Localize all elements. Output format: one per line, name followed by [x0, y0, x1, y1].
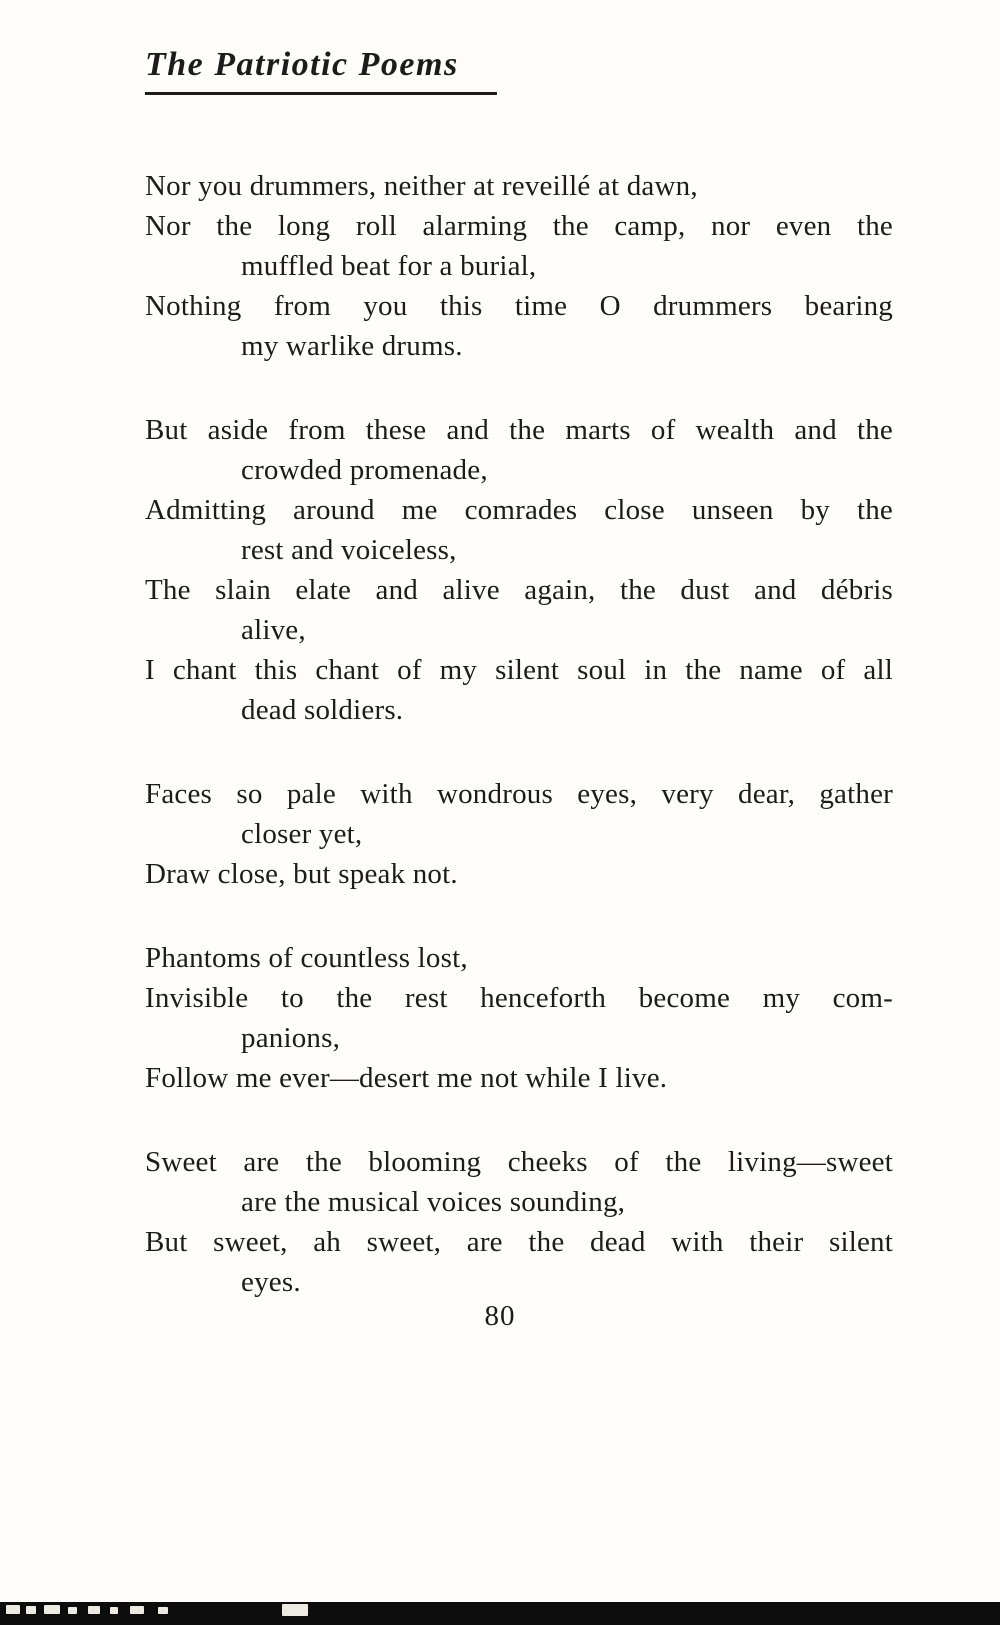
poem-line: panions,	[241, 1022, 341, 1054]
poem-line: I chant this chant of my silent soul in the name of all	[145, 654, 893, 686]
poem-line: The slain elate and alive again, the dust and débris	[145, 574, 893, 606]
poem-line: rest and voiceless,	[241, 534, 457, 566]
poem-line: Nor the long roll alarming the camp, nor even the	[145, 210, 893, 242]
poem-stanza	[145, 774, 893, 894]
page-number: 80	[484, 1300, 516, 1332]
scan-artifact-mark	[110, 1607, 118, 1614]
poem-line: Invisible to the rest henceforth become my com-	[145, 982, 893, 1014]
poem-stanza	[145, 938, 893, 1098]
poem-line: dead soldiers.	[241, 694, 404, 726]
scan-artifact-mark	[6, 1605, 20, 1614]
scan-artifact-strip	[0, 1602, 1000, 1625]
poem-line: Follow me ever—desert me not while I live.	[145, 1062, 668, 1094]
poem-line: eyes.	[241, 1266, 301, 1298]
poem-line: Phantoms of countless lost,	[145, 942, 468, 974]
poem-line: my warlike drums.	[241, 330, 463, 362]
poem	[145, 166, 893, 1346]
poem-line: Nothing from you this time O drummers bearing	[145, 290, 893, 322]
poem-line: Nor you drummers, neither at reveillé at dawn,	[145, 170, 698, 202]
poem-stanza	[145, 410, 893, 730]
poem-line: are the musical voices sounding,	[241, 1186, 626, 1218]
poem-line: muffled beat for a burial,	[241, 250, 537, 282]
poem-line: Faces so pale with wondrous eyes, very dear, gather	[145, 778, 893, 810]
running-header	[145, 46, 497, 95]
poem-line: But sweet, ah sweet, are the dead with their silent	[145, 1226, 893, 1258]
header-rule	[145, 92, 497, 95]
poem-line: Admitting around me comrades close unseen by the	[145, 494, 893, 526]
poem-line: Sweet are the blooming cheeks of the living—sweet	[145, 1146, 893, 1178]
scan-artifact-mark	[88, 1606, 100, 1614]
page-title: The Patriotic Poems	[145, 46, 459, 83]
poem-stanza	[145, 1142, 893, 1302]
scan-artifact-mark	[130, 1606, 144, 1614]
scan-artifact-mark	[44, 1605, 60, 1614]
poem-line: alive,	[241, 614, 306, 646]
poem-line: closer yet,	[241, 818, 363, 850]
scan-artifact-mark	[158, 1607, 168, 1614]
poem-line: But aside from these and the marts of wealth and the	[145, 414, 893, 446]
scan-artifact-mark	[282, 1604, 308, 1616]
scan-artifact-mark	[26, 1606, 36, 1614]
poem-line: crowded promenade,	[241, 454, 488, 486]
scan-artifact-mark	[68, 1607, 77, 1614]
poem-stanza	[145, 166, 893, 366]
poem-line: Draw close, but speak not.	[145, 858, 458, 890]
